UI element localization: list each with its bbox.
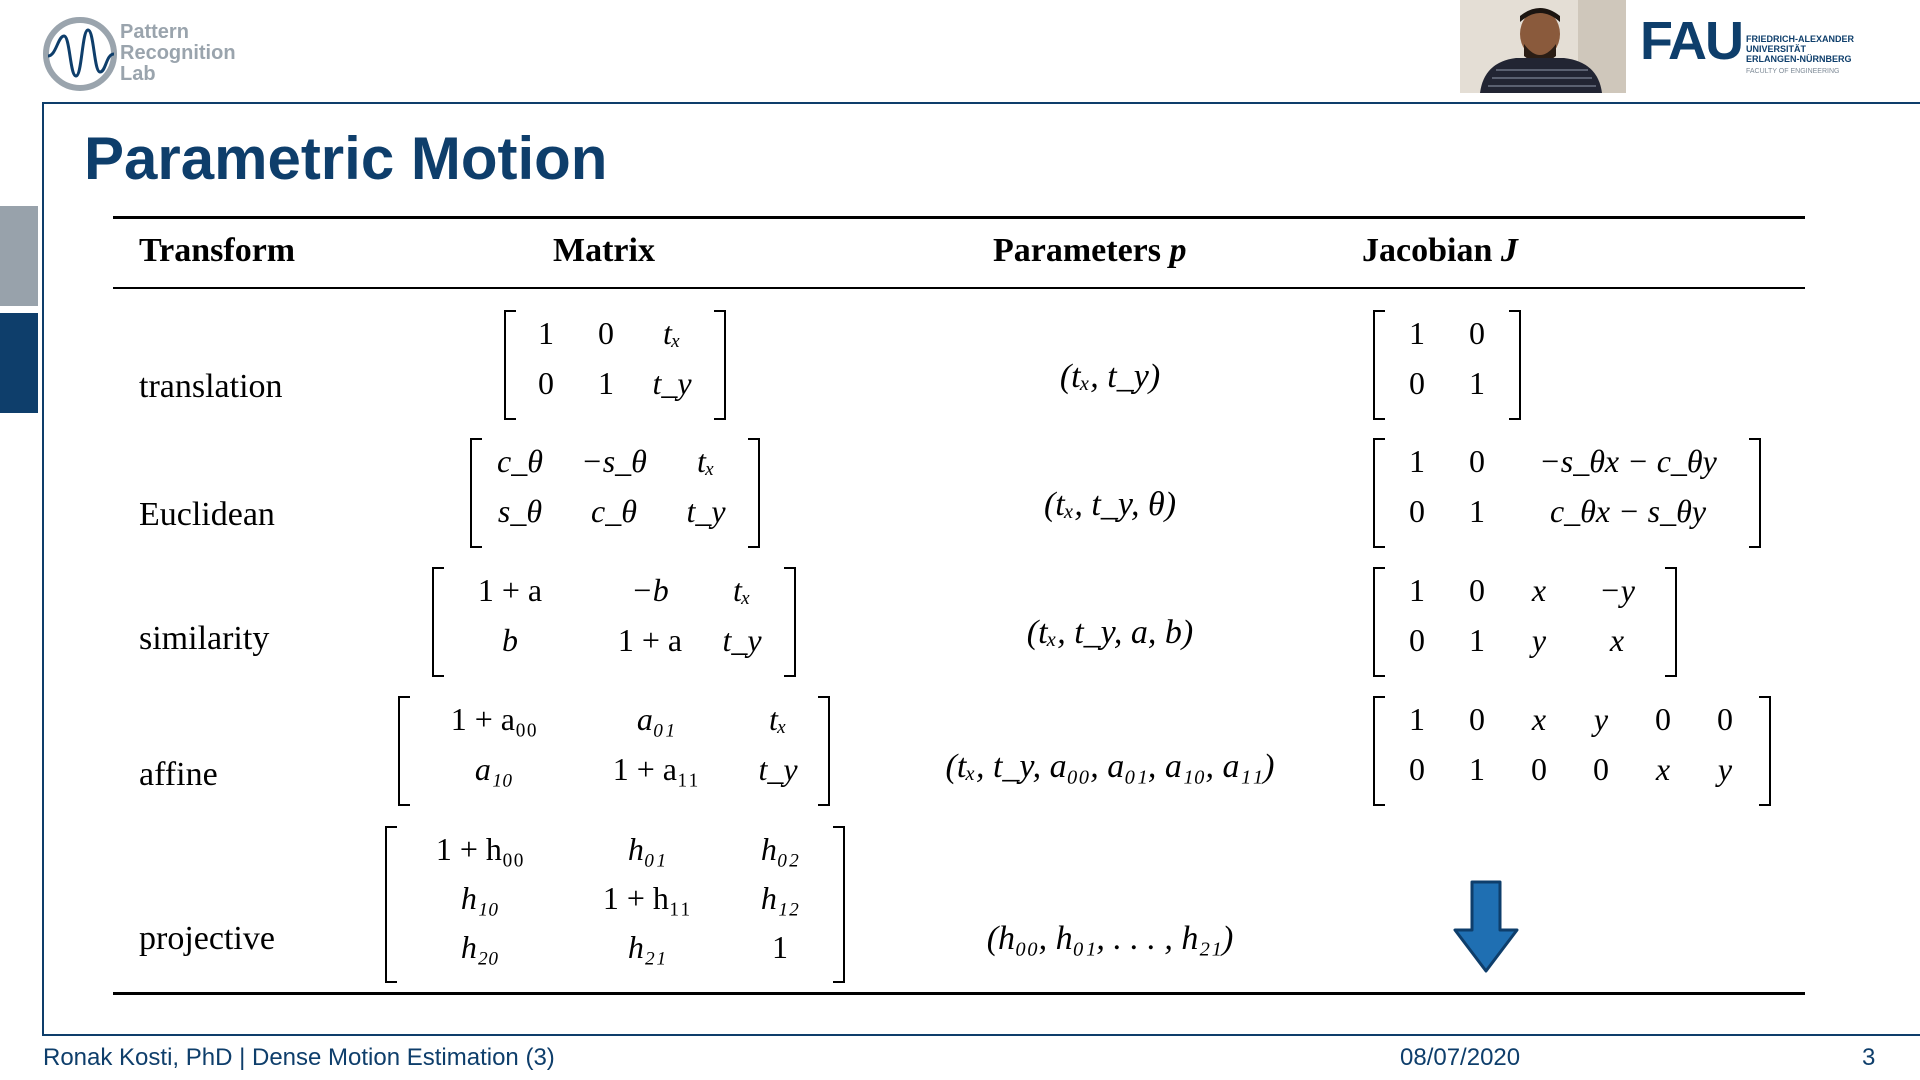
jacobian-cell: y — [1593, 701, 1609, 737]
params-similarity: (tₓ, t_y, a, b) — [1026, 614, 1194, 651]
matrix-cell: t_y — [758, 751, 798, 787]
lab-logo-icon — [42, 16, 118, 92]
matrix-cell: 1 + a₁₁ — [612, 751, 700, 787]
presenter-silhouette — [1460, 0, 1626, 93]
jacobian-cell: x — [1655, 751, 1671, 787]
right-bracket — [784, 567, 796, 677]
matrix-cell: c_θ — [497, 443, 543, 479]
jacobian-cell: 1 — [1409, 443, 1425, 479]
jacobian-cell: 0 — [1469, 701, 1485, 737]
left-bracket — [398, 696, 410, 806]
jacobian-cell: 0 — [1409, 365, 1425, 401]
right-bracket — [1749, 438, 1761, 548]
footer-page-number: 3 — [1862, 1044, 1876, 1071]
jacobian-cell: 0 — [1409, 751, 1425, 787]
matrix-cell: 1 + a₀₀ — [450, 701, 538, 737]
jacobian-translation — [1373, 310, 1521, 420]
jacobian-similarity — [1373, 567, 1677, 677]
jacobian-cell: y — [1531, 622, 1547, 658]
column-header-matrix: Matrix — [553, 232, 655, 269]
matrix-translation — [504, 310, 726, 420]
side-accent-gray — [0, 206, 38, 306]
jacobian-cell: 0 — [1469, 572, 1485, 608]
jacobian-cell: −y — [1599, 572, 1635, 608]
jacobian-cell: 0 — [1655, 701, 1671, 737]
row-name-similarity: similarity — [139, 620, 270, 657]
matrix-cell: 0 — [598, 315, 614, 351]
jacobian-cell: c_θx − s_θy — [1549, 493, 1707, 529]
left-bracket — [1373, 696, 1385, 806]
matrix-similarity — [432, 567, 796, 677]
fau-line-3: ERLANGEN-NÜRNBERG — [1746, 54, 1852, 64]
matrix-cell: 1 + a — [617, 622, 683, 658]
matrix-cell: h₂₁ — [627, 929, 667, 965]
fau-line-1: FRIEDRICH-ALEXANDER — [1746, 34, 1854, 44]
column-header-jacobian-symbol: J — [1500, 232, 1518, 269]
matrix-cell: 1 — [598, 365, 614, 401]
left-bracket — [1373, 310, 1385, 420]
jacobian-cell: 0 — [1531, 751, 1547, 787]
jacobian-cell: 0 — [1469, 315, 1485, 351]
matrix-cell: h₀₂ — [760, 831, 800, 867]
matrix-cell: 1 — [538, 315, 554, 351]
matrix-cell: −b — [631, 572, 669, 608]
right-bracket — [1759, 696, 1771, 806]
fau-line-2: UNIVERSITÄT — [1746, 44, 1807, 54]
jacobian-cell: 0 — [1593, 751, 1609, 787]
lab-logo-line-2: Recognition — [120, 42, 236, 64]
matrix-cell: b — [502, 622, 518, 658]
jacobian-cell: 1 — [1469, 493, 1485, 529]
matrix-cell: 0 — [538, 365, 554, 401]
params-euclidean: (tₓ, t_y, θ) — [1043, 486, 1177, 523]
jacobian-cell: 1 — [1409, 701, 1425, 737]
fau-wordmark: FAU — [1640, 11, 1742, 71]
table-header-rule — [113, 287, 1805, 289]
lab-logo-line-1: Pattern — [120, 21, 189, 43]
footer-date: 08/07/2020 — [1400, 1044, 1521, 1071]
right-bracket — [714, 310, 726, 420]
jacobian-affine — [1373, 696, 1771, 806]
row-name-euclidean: Euclidean — [139, 496, 275, 533]
jacobian-cell: 0 — [1409, 493, 1425, 529]
jacobian-cell: 1 — [1409, 572, 1425, 608]
table-bottom-rule — [113, 992, 1805, 995]
params-projective: (h₀₀, h₀₁, . . . , h₂₁) — [986, 920, 1234, 957]
fau-faculty: FACULTY OF ENGINEERING — [1746, 68, 1840, 75]
slide-title: Parametric Motion — [84, 125, 608, 192]
matrix-cell: 1 + a — [477, 572, 543, 608]
matrix-cell: h₁₀ — [460, 880, 500, 916]
matrix-cell: tₓ — [697, 443, 715, 479]
matrix-projective — [385, 826, 845, 983]
right-bracket — [818, 696, 830, 806]
row-name-projective: projective — [139, 920, 275, 957]
matrix-cell: 1 + h₁₁ — [602, 880, 692, 916]
params-translation: (tₓ, t_y) — [1059, 358, 1161, 395]
presenter-webcam — [1460, 0, 1626, 93]
footer-presenter: Ronak Kosti, PhD | Dense Motion Estimation (3) — [43, 1044, 555, 1071]
left-bracket — [385, 826, 397, 983]
matrix-cell: c_θ — [591, 493, 637, 529]
jacobian-cell: 0 — [1409, 622, 1425, 658]
jacobian-euclidean — [1373, 438, 1761, 548]
matrix-affine — [398, 696, 830, 806]
matrix-euclidean — [470, 438, 760, 548]
jacobian-cell: x — [1609, 622, 1625, 658]
right-bracket — [748, 438, 760, 548]
jacobian-cell: 1 — [1409, 315, 1425, 351]
fau-university-logo — [1640, 11, 1920, 84]
column-header-parameters-symbol: p — [1169, 232, 1187, 269]
jacobian-cell: x — [1531, 701, 1547, 737]
matrix-cell: s_θ — [497, 493, 543, 529]
matrix-cell: a₀₁ — [636, 701, 676, 737]
down-arrow-icon — [1452, 880, 1520, 974]
left-bracket — [504, 310, 516, 420]
right-bracket — [833, 826, 845, 983]
jacobian-cell: 0 — [1469, 443, 1485, 479]
matrix-cell: −s_θ — [581, 443, 647, 479]
row-name-translation: translation — [139, 368, 283, 405]
right-bracket — [1665, 567, 1677, 677]
side-accent-blue — [0, 313, 38, 413]
right-bracket — [1509, 310, 1521, 420]
column-header-parameters — [993, 232, 1187, 270]
table-top-rule — [113, 216, 1805, 219]
column-header-parameters-label: Parameters — [993, 232, 1162, 269]
jacobian-cell: 1 — [1469, 751, 1485, 787]
matrix-cell: h₂₀ — [460, 929, 500, 965]
pattern-recognition-lab-logo — [42, 16, 302, 92]
matrix-cell: h₁₂ — [760, 880, 800, 916]
lab-logo-line-3: Lab — [120, 63, 156, 85]
column-header-jacobian-label: Jacobian — [1362, 232, 1493, 269]
jacobian-cell: 1 — [1469, 622, 1485, 658]
left-bracket — [1373, 438, 1385, 548]
column-header-transform: Transform — [139, 232, 296, 269]
matrix-cell: t_y — [652, 365, 692, 401]
jacobian-cell: −s_θx − c_θy — [1539, 443, 1717, 479]
matrix-cell: 1 + h₀₀ — [435, 831, 525, 867]
matrix-cell: a₁₀ — [474, 751, 514, 787]
matrix-cell: t_y — [686, 493, 726, 529]
left-bracket — [432, 567, 444, 677]
left-bracket — [1373, 567, 1385, 677]
column-header-jacobian — [1362, 232, 1518, 270]
jacobian-cell: x — [1531, 572, 1547, 608]
matrix-cell: tₓ — [769, 701, 787, 737]
matrix-cell: t_y — [722, 622, 762, 658]
row-name-affine: affine — [139, 756, 218, 793]
matrix-cell: tₓ — [663, 315, 681, 351]
matrix-cell: 1 — [772, 929, 788, 965]
left-bracket — [470, 438, 482, 548]
jacobian-cell: 0 — [1717, 701, 1733, 737]
matrix-cell: tₓ — [733, 572, 751, 608]
params-affine: (tₓ, t_y, a₀₀, a₀₁, a₁₀, a₁₁) — [945, 748, 1275, 785]
jacobian-cell: y — [1717, 751, 1733, 787]
matrix-cell: h₀₁ — [627, 831, 667, 867]
jacobian-cell: 1 — [1469, 365, 1485, 401]
